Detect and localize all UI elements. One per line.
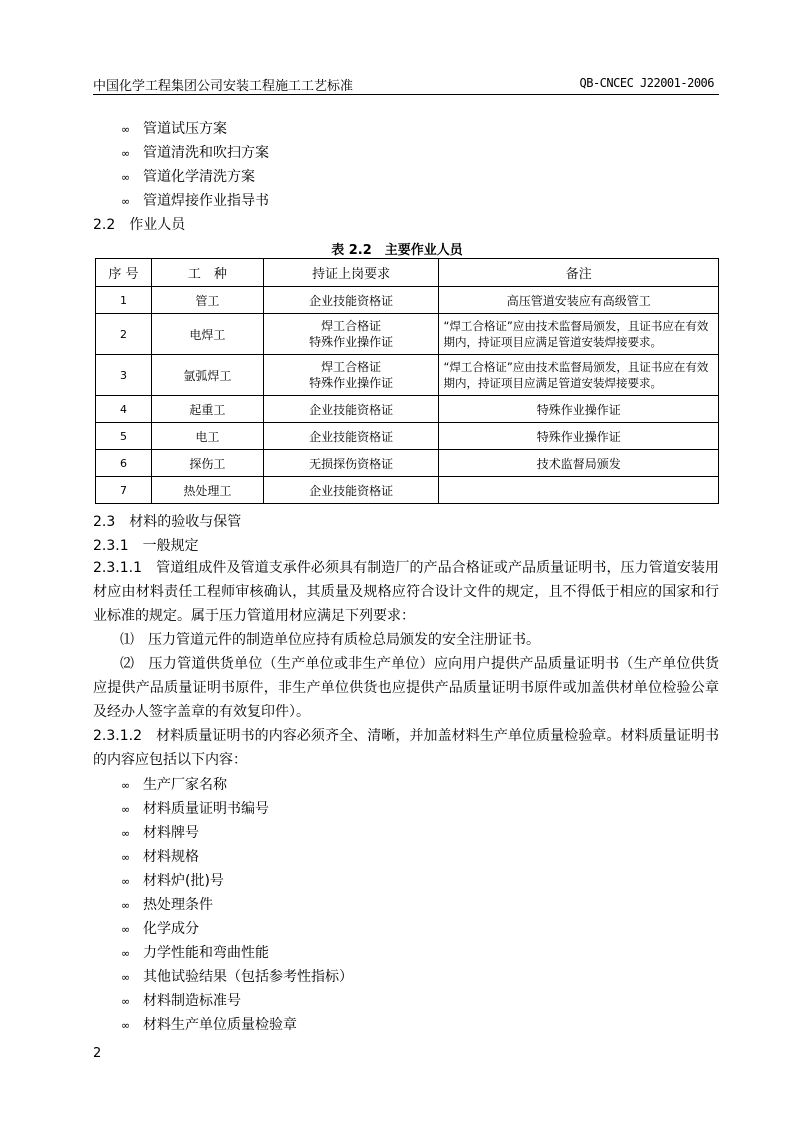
list-item: ∞ 管道化学清洗方案 — [121, 169, 255, 185]
bullet-icon: ∞ — [121, 123, 128, 136]
bullet-icon: ∞ — [121, 1019, 128, 1032]
cell-note: 技术监督局颁发 — [439, 450, 719, 477]
table-row — [96, 477, 719, 504]
table-row — [96, 314, 719, 355]
cell-trade: 热处理工 — [151, 477, 263, 504]
bullet-icon: ∞ — [121, 971, 128, 984]
cell-no: 5 — [96, 423, 152, 450]
bullet-icon: ∞ — [121, 851, 128, 864]
header-standard-code: QB-CNCEC J22001-2006 — [579, 76, 714, 90]
cell-note — [439, 477, 719, 504]
list-item: ∞ 热处理条件 — [121, 897, 213, 913]
cell-note: 特殊作业操作证 — [439, 423, 719, 450]
bullet-icon: ∞ — [121, 923, 128, 936]
list-item: ∞ 管道清洗和吹扫方案 — [121, 145, 269, 161]
list-item: ∞ 力学性能和弯曲性能 — [121, 945, 269, 961]
cell-cert: 企业技能资格证 — [263, 477, 439, 504]
section-heading-2-3-1: 2.3.1 一般规定 — [93, 538, 199, 554]
cell-trade: 电焊工 — [151, 314, 263, 355]
cell-note: “焊工合格证”应由技术监督局颁发，且证书应在有效期内，持证项目应满足管道安装焊接要求。 — [439, 314, 719, 355]
cell-no: 6 — [96, 450, 152, 477]
requirement-item-2: ⑵ 压力管道供货单位（生产单位或非生产单位）应向用户提供产品质量证明书（生产单位供货应提供产品质量证明书原件，非生产单位供货也应提供产品质量证明书原件或加盖供材单位检验公章及经办人签字盖章的有效复印件）。 — [93, 656, 719, 720]
list-item: ∞ 化学成分 — [121, 921, 199, 937]
cell-cert: 焊工合格证 特殊作业操作证 — [263, 314, 439, 355]
table-row — [96, 396, 719, 423]
cell-trade: 探伤工 — [151, 450, 263, 477]
cell-note: “焊工合格证”应由技术监督局颁发，且证书应在有效期内，持证项目应满足管道安装焊接要求。 — [439, 355, 719, 396]
requirement-item-1: ⑴ 压力管道元件的制造单位应持有质检总局颁发的安全注册证书。 — [120, 632, 540, 648]
cell-cert: 企业技能资格证 — [263, 423, 439, 450]
cell-trade: 管工 — [151, 287, 263, 314]
bullet-icon: ∞ — [121, 947, 128, 960]
bullet-icon: ∞ — [121, 147, 128, 160]
paragraph-2-3-1-2: 2.3.1.2 材料质量证明书的内容必须齐全、清晰，并加盖材料生产单位质量检验章。材料质量证明书的内容应包括以下内容： — [93, 728, 719, 768]
cell-cert: 焊工合格证 特殊作业操作证 — [263, 355, 439, 396]
cell-note: 特殊作业操作证 — [439, 396, 719, 423]
bullet-icon: ∞ — [121, 875, 128, 888]
cell-note: 高压管道安装应有高级管工 — [439, 287, 719, 314]
cell-no: 1 — [96, 287, 152, 314]
list-item: ∞ 材料炉(批)号 — [121, 873, 224, 889]
cell-no: 7 — [96, 477, 152, 504]
table-title: 表 2.2 主要作业人员 — [331, 243, 463, 258]
column-header: 备注 — [439, 259, 719, 287]
cell-trade: 氩弧焊工 — [151, 355, 263, 396]
bullet-icon: ∞ — [121, 899, 128, 912]
bullet-icon: ∞ — [121, 171, 128, 184]
paragraph-2-3-1-1: 2.3.1.1 管道组成件及管道支承件必须具有制造厂的产品合格证或产品质量证明书，压力管道安装用材应由材料责任工程师审核确认，其质量及规格应符合设计文件的规定，且不得低于相应的国家和行业标准的规定。属于压力管道用材应满足下列要求： — [93, 560, 719, 624]
cell-no: 3 — [96, 355, 152, 396]
personnel-table — [95, 258, 719, 504]
list-item: ∞ 其他试验结果（包括参考性指标） — [121, 969, 353, 985]
bullet-icon: ∞ — [121, 195, 128, 208]
section-heading-2-2: 2.2 作业人员 — [93, 217, 186, 233]
list-item: ∞ 生产厂家名称 — [121, 777, 227, 793]
list-item: ∞ 材料规格 — [121, 849, 199, 865]
table-row — [96, 355, 719, 396]
header-title: 中国化学工程集团公司安装工程施工工艺标准 — [93, 79, 354, 94]
cell-cert: 企业技能资格证 — [263, 287, 439, 314]
table-row — [96, 450, 719, 477]
list-item: ∞ 材料牌号 — [121, 825, 199, 841]
bullet-icon: ∞ — [121, 995, 128, 1008]
column-header: 工 种 — [151, 259, 263, 287]
page-number: 2 — [93, 1046, 102, 1061]
cell-no: 4 — [96, 396, 152, 423]
column-header: 持证上岗要求 — [263, 259, 439, 287]
section-heading-2-3: 2.3 材料的验收与保管 — [93, 514, 242, 530]
bullet-icon: ∞ — [121, 827, 128, 840]
list-item: ∞ 管道焊接作业指导书 — [121, 193, 269, 209]
table-row — [96, 423, 719, 450]
list-item: ∞ 材料制造标准号 — [121, 993, 241, 1009]
cell-trade: 电工 — [151, 423, 263, 450]
header-rule — [93, 94, 719, 95]
list-item: ∞ 管道试压方案 — [121, 121, 227, 137]
bullet-icon: ∞ — [121, 803, 128, 816]
cell-no: 2 — [96, 314, 152, 355]
cell-cert: 无损探伤资格证 — [263, 450, 439, 477]
cell-cert: 企业技能资格证 — [263, 396, 439, 423]
table-header-row — [96, 259, 719, 287]
cell-trade: 起重工 — [151, 396, 263, 423]
list-item: ∞ 材料质量证明书编号 — [121, 801, 269, 817]
table-row — [96, 287, 719, 314]
list-item: ∞ 材料生产单位质量检验章 — [121, 1017, 297, 1033]
bullet-icon: ∞ — [121, 779, 128, 792]
column-header: 序 号 — [96, 259, 152, 287]
